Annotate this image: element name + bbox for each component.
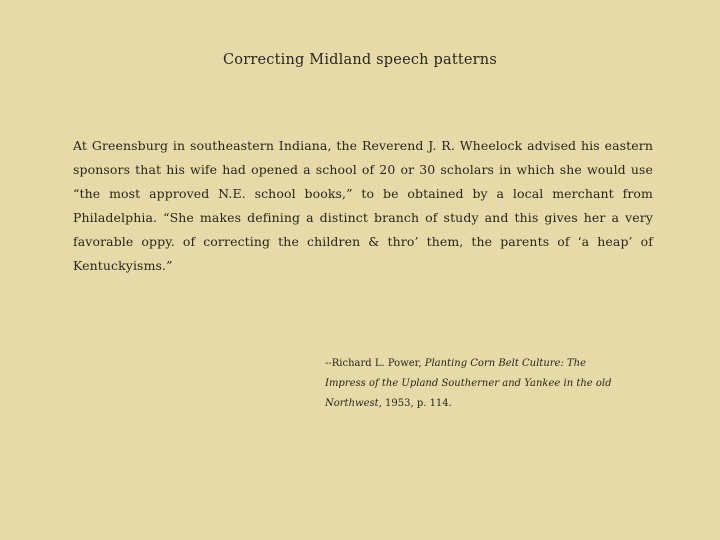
slide-title: Correcting Midland speech patterns <box>223 52 497 68</box>
citation-work-title: Planting Corn Belt Culture: The Impress of the Upland Southerner and Yankee in the old Northwest, <box>325 358 612 409</box>
citation-author: --Richard L. Power, <box>325 358 425 369</box>
citation <box>325 354 625 414</box>
citation-details: 1953, p. 114. <box>381 398 452 409</box>
quote-paragraph: At Greensburg in southeastern Indiana, the Reverend J. R. Wheelock advised his eastern sponsors that his wife had opened a school of 20 or 30 scholars in which she would use “the most approved N.E. school books,” to be obtained by a local merchant from Philadelphia. “She makes defining a distinct branch of study and this gives her a very favorable oppy. of correcting the children & thro’ them, the parents of ‘a heap’ of Kentuckyisms.” <box>73 138 653 273</box>
